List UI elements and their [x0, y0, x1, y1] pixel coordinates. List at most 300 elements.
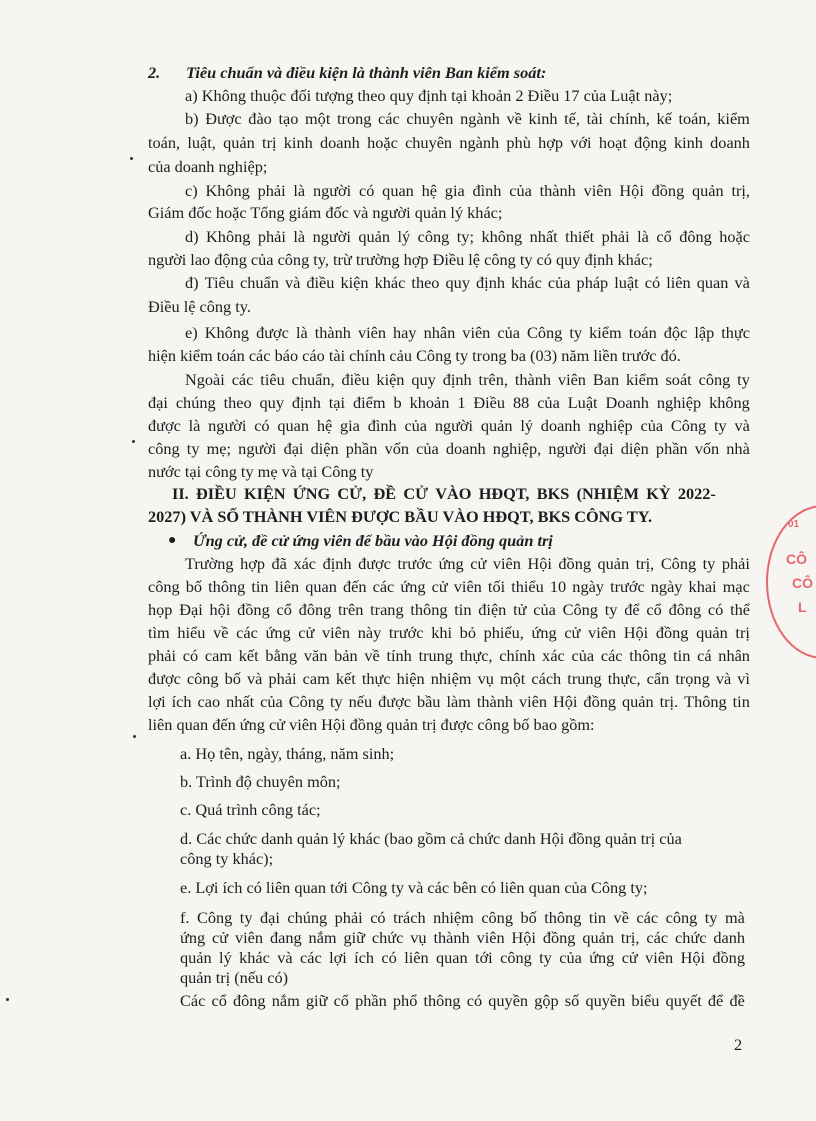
word: Ngoài	[185, 370, 225, 389]
word: viên	[519, 692, 548, 711]
word: thành	[539, 181, 576, 200]
word: là	[637, 227, 649, 246]
word: nhất	[226, 692, 255, 711]
word: kiểm	[626, 370, 659, 389]
word: phải	[601, 227, 630, 246]
word: tài	[586, 109, 603, 128]
word: gia	[444, 181, 465, 200]
word: người	[238, 439, 277, 458]
word: ty;	[456, 227, 474, 246]
word: đã	[271, 554, 287, 573]
bullet-heading: Ứng cử, đề cử ứng viên để bầu vào Hội đồng quản trị	[193, 531, 553, 550]
para-line7	[148, 691, 750, 713]
word: các	[300, 948, 322, 967]
word: nghiệp	[588, 416, 633, 435]
word: hội	[209, 600, 231, 619]
word: chuẩn	[239, 273, 279, 292]
word: và	[734, 416, 750, 435]
word: đồng	[712, 948, 745, 967]
word: quản	[223, 133, 255, 152]
word: cử	[621, 948, 638, 967]
word: phải	[334, 908, 363, 927]
word: quản	[696, 623, 728, 642]
word: tại	[328, 393, 346, 412]
word: có	[644, 273, 661, 292]
item-d-line1	[185, 226, 750, 248]
word: ty	[186, 439, 200, 458]
word: kinh	[528, 109, 558, 128]
word: đại	[148, 393, 168, 412]
word: Công	[562, 600, 598, 619]
word: ngày	[572, 577, 604, 596]
word: thông	[629, 646, 667, 665]
word: của	[509, 181, 532, 200]
scan-speck	[130, 157, 133, 160]
word: đào	[248, 109, 272, 128]
word: ty	[702, 554, 716, 573]
list-item-f-line2	[180, 927, 745, 949]
word: tử	[513, 600, 527, 619]
word: ích	[171, 692, 192, 711]
word: làm	[446, 692, 471, 711]
word: chúng	[175, 393, 216, 412]
word: khác	[374, 273, 406, 292]
list-item-b: b. Trình độ chuyên môn;	[180, 772, 341, 791]
word: cam	[302, 669, 330, 688]
para-line5	[148, 645, 750, 667]
word: pháp	[576, 273, 609, 292]
word: Không	[205, 181, 250, 200]
word: để	[707, 991, 724, 1010]
word: các	[646, 928, 669, 947]
page-number: 2	[734, 1035, 743, 1055]
word: trung	[418, 646, 453, 665]
word: đồng	[558, 554, 591, 573]
word: trị,	[620, 928, 640, 947]
word: b)	[185, 109, 199, 128]
word: đến	[342, 577, 367, 596]
word: với	[570, 133, 592, 152]
list-item-a: a. Họ tên, ngày, tháng, năm sinh;	[180, 744, 395, 763]
para-line8: liên quan đến ứng cử viên Hội đồng quản trị được công bố bao gồm:	[148, 715, 595, 734]
word: quan	[277, 416, 310, 435]
word: doanh	[445, 439, 486, 458]
word: đông	[298, 600, 332, 619]
list-item-d-line1: d. Các chức danh quản lý khác (bao gồm cả chức danh Hội đồng quản trị của	[180, 829, 682, 848]
item-e-line2: hiện kiểm toán các báo cáo tài chính cảu Công ty trong ba (03) năm liền trước đó.	[148, 346, 681, 365]
list-item-f-line3	[180, 947, 745, 969]
word: Hội	[619, 181, 644, 200]
word: được	[148, 416, 181, 435]
word: trị	[262, 133, 277, 152]
word: có	[707, 600, 724, 619]
word: gia	[340, 416, 360, 435]
word: phải	[257, 227, 286, 246]
word: giữ	[305, 991, 328, 1010]
word: doanh	[540, 416, 581, 435]
word: để	[624, 600, 640, 619]
word: bầu	[416, 692, 441, 711]
word: đông	[679, 227, 712, 246]
word: công	[417, 227, 450, 246]
item-c-line2: Giám đốc hoặc Tổng giám đốc và người quản lý khác;	[148, 203, 503, 222]
word: hoặc	[367, 133, 398, 152]
word: ứng	[531, 623, 557, 642]
bullet-icon: ●	[168, 533, 177, 548]
word: về	[506, 109, 522, 128]
word: luật,	[187, 133, 216, 152]
word: viên	[476, 928, 505, 947]
word: KIỆN	[243, 484, 286, 503]
word: của	[533, 600, 556, 619]
word: đồng	[583, 692, 616, 711]
item-b-line3: của doanh nghiệp;	[148, 157, 268, 176]
word: viên	[583, 181, 612, 200]
word: tin	[732, 692, 750, 711]
word: biểu	[631, 991, 660, 1010]
word: Tiêu	[204, 273, 234, 292]
word: Hội	[623, 623, 649, 642]
word: ty	[604, 600, 618, 619]
word: trước	[388, 623, 424, 642]
word: có	[381, 948, 397, 967]
word: quản	[480, 416, 513, 435]
word: hệ	[316, 416, 333, 435]
word: trị,	[635, 554, 655, 573]
word: đồng	[237, 600, 270, 619]
word: trước	[397, 554, 433, 573]
section-heading: Tiêu chuẩn và điều kiện là thành viên Ban kiểm soát:	[186, 63, 547, 82]
word: kinh	[673, 133, 703, 152]
word: kiểm	[589, 323, 622, 342]
word: của	[640, 416, 664, 435]
word: CỬ,	[337, 484, 367, 503]
word: nhiệm	[433, 908, 474, 927]
word: Hội	[511, 928, 536, 947]
word: tin	[454, 600, 472, 619]
word: phù	[506, 133, 531, 152]
word: quy	[259, 393, 284, 412]
word: e)	[185, 323, 198, 342]
word: thực	[361, 669, 391, 688]
word: c)	[185, 181, 198, 200]
word: phổ	[392, 991, 418, 1010]
section-ii-title-line2: 2027) VÀ SỐ THÀNH VIÊN ĐƯỢC BẦU VÀO HĐQT, BKS CÔNG TY.	[148, 507, 653, 526]
word: đồng	[655, 623, 689, 642]
word: lợi	[329, 948, 347, 967]
word: Công	[527, 323, 563, 342]
word: chuyên	[406, 109, 454, 128]
word: tối	[487, 577, 506, 596]
word: hệ	[421, 181, 437, 200]
word: trên	[338, 600, 364, 619]
word: ỨNG	[292, 484, 331, 503]
word: hợp	[538, 133, 563, 152]
word: tiêu	[260, 370, 285, 389]
word: vốn	[694, 439, 720, 458]
word: bằng	[265, 646, 298, 665]
word: KỲ	[646, 484, 671, 503]
word: Thông	[684, 692, 727, 711]
word: và	[277, 948, 293, 967]
word: người	[548, 439, 587, 458]
word: có	[370, 908, 386, 927]
word: viên	[645, 948, 674, 967]
item-dd-line1	[185, 272, 750, 294]
word: trước	[610, 577, 645, 596]
word: doanh	[710, 133, 750, 152]
word: bố	[224, 669, 241, 688]
word: cổ	[211, 991, 227, 1010]
last-line	[180, 990, 745, 1012]
word: điểm	[353, 393, 386, 412]
word: đông	[233, 991, 266, 1010]
word: Công	[660, 554, 697, 573]
word: b	[393, 393, 402, 412]
word: có	[466, 991, 483, 1010]
word: cử	[431, 577, 448, 596]
word: cổ	[333, 991, 349, 1010]
word: 10	[549, 577, 567, 596]
word: công	[500, 948, 532, 967]
word: kinh	[283, 133, 313, 152]
list-item-f-line1	[180, 907, 745, 929]
word: tin	[673, 646, 691, 665]
word: các	[636, 908, 659, 927]
word: 1	[457, 393, 466, 412]
word: quan	[305, 577, 337, 596]
word: các	[378, 109, 400, 128]
word: vụ	[477, 669, 494, 688]
word: nhân	[423, 323, 456, 342]
word: hiểu	[177, 623, 206, 642]
seal-text-fragment: 01	[788, 519, 800, 530]
seal-text-fragment: CÔ	[786, 551, 807, 567]
word: ngành	[460, 109, 500, 128]
word: quy	[411, 370, 436, 389]
word: số	[564, 991, 580, 1010]
item-d-line2: người lao động của công ty, trừ trường hợp Điều lệ công ty có quy định khác;	[148, 250, 653, 269]
word: mà	[724, 908, 745, 927]
para-line1	[185, 553, 750, 575]
word: của	[497, 323, 520, 342]
word: khai	[688, 577, 717, 596]
word: trong	[337, 109, 372, 128]
section-number: 2.	[148, 63, 161, 82]
word: vì	[737, 669, 750, 688]
scan-speck	[132, 440, 135, 443]
word: cổ	[656, 227, 672, 246]
word: ứng	[400, 577, 426, 596]
word: định	[476, 273, 505, 292]
word: định	[442, 370, 472, 389]
word: quản	[582, 928, 614, 947]
word: quyền	[585, 991, 626, 1010]
word: quản	[358, 227, 390, 246]
word: và	[247, 669, 263, 688]
word: ty	[539, 948, 552, 967]
word: 88	[512, 393, 530, 412]
word: nhân	[718, 646, 750, 665]
word: quản	[621, 692, 654, 711]
word: danh	[713, 928, 745, 947]
word: phần	[355, 991, 387, 1010]
word: kiểm	[717, 109, 750, 128]
word: kết	[335, 669, 356, 688]
word: hợp	[240, 554, 265, 573]
word: có	[182, 646, 199, 665]
item-b-line1	[185, 108, 750, 130]
word: về	[364, 646, 380, 665]
word: của	[559, 948, 582, 967]
word: tìm	[148, 623, 170, 642]
word: xác	[542, 646, 565, 665]
word: thực	[721, 323, 750, 342]
word: quan	[382, 181, 414, 200]
word: trang	[370, 600, 404, 619]
word: cử	[564, 623, 581, 642]
word: họp	[148, 600, 173, 619]
word: nghiệp,	[492, 439, 542, 458]
word: và	[284, 273, 301, 292]
word: VÀO	[435, 484, 472, 503]
word: ứng	[589, 948, 615, 967]
word: tạo	[278, 109, 299, 128]
word: phiếu,	[483, 623, 524, 642]
word: quan	[436, 948, 468, 967]
word: quản	[180, 948, 212, 967]
word: HĐQT,	[478, 484, 530, 503]
scan-speck	[133, 735, 136, 738]
word: có	[359, 181, 375, 200]
word: liên	[666, 273, 691, 292]
word: Hội	[553, 692, 578, 711]
word: quy	[445, 273, 470, 292]
word: định	[322, 554, 352, 573]
word: một	[305, 109, 331, 128]
word: soát	[665, 370, 692, 389]
word: ty	[737, 370, 750, 389]
word: 2022-	[677, 484, 716, 503]
word: thiết	[565, 227, 595, 246]
word: Công	[288, 692, 324, 711]
extra-line1	[185, 369, 750, 391]
word: thực,	[459, 646, 493, 665]
word: ứng	[180, 928, 206, 947]
item-c-line1	[185, 180, 750, 202]
list-item-f-line4: quản trị (nếu có)	[180, 968, 289, 987]
word: cổ	[276, 600, 292, 619]
word: f.	[180, 908, 190, 927]
company-seal	[766, 505, 816, 659]
word: có	[254, 416, 270, 435]
word: động	[634, 133, 667, 152]
word: thành	[514, 370, 552, 389]
word: thông	[423, 991, 461, 1010]
word: thông	[410, 600, 448, 619]
word: vụ	[410, 928, 427, 947]
para-line2	[148, 576, 750, 598]
word: đình	[367, 416, 397, 435]
word: chuyên	[405, 133, 453, 152]
word: trọng	[675, 669, 710, 688]
word: người	[312, 227, 351, 246]
word: các	[231, 370, 254, 389]
item-b-line2	[148, 132, 750, 154]
word: diện	[620, 439, 649, 458]
word: lập	[694, 323, 715, 342]
word: ngành	[459, 133, 500, 152]
word: bỏ	[459, 623, 476, 642]
word: thành	[314, 323, 351, 342]
word: của	[404, 416, 428, 435]
word: được	[256, 323, 289, 342]
word: viên	[322, 623, 351, 642]
word: được	[148, 669, 181, 688]
seal-text-fragment: L	[798, 599, 807, 615]
item-dd-line2: Điều lệ công ty.	[148, 297, 251, 316]
word: II.	[172, 484, 189, 503]
word: công	[186, 669, 219, 688]
word: mẹ;	[206, 439, 232, 458]
word: (NHIỆM	[576, 484, 639, 503]
word: Công	[197, 908, 233, 927]
word: BKS	[536, 484, 570, 503]
word: lý	[397, 227, 411, 246]
extra-line2	[148, 392, 750, 414]
word: phần	[345, 439, 378, 458]
word: tính	[386, 646, 412, 665]
word: của	[537, 393, 560, 412]
word: một	[499, 669, 526, 688]
word: đồng	[651, 181, 685, 200]
word: đang	[269, 928, 302, 947]
word: của	[547, 273, 571, 292]
word: đình	[472, 181, 502, 200]
word: cách	[531, 669, 562, 688]
word: cử	[470, 554, 487, 573]
word: ứng	[265, 623, 291, 642]
word: trị,	[731, 181, 750, 200]
word: thông	[544, 908, 582, 927]
word: cao	[197, 692, 221, 711]
word: trung	[567, 669, 602, 688]
word: chính	[499, 646, 536, 665]
scan-speck	[6, 998, 9, 1001]
word: nắm	[308, 928, 337, 947]
word: hay	[393, 323, 417, 342]
word: toán	[628, 323, 657, 342]
word: Hội	[527, 554, 552, 573]
word: theo	[223, 393, 252, 412]
word: trị.	[659, 692, 679, 711]
word: kiện	[376, 370, 405, 389]
para-line4	[148, 622, 750, 644]
word: đại	[593, 439, 614, 458]
word: chức	[675, 928, 707, 947]
word: khác	[239, 948, 270, 967]
word: văn	[303, 646, 328, 665]
word: định	[291, 393, 321, 412]
word: nhất	[529, 227, 558, 246]
word: nhiệm	[430, 669, 472, 688]
word: trị	[735, 623, 750, 642]
word: lý	[219, 948, 232, 967]
word: quyền	[488, 991, 529, 1010]
word: ngày	[650, 577, 683, 596]
word: điều	[341, 370, 370, 389]
extra-line5: nước tại công ty mẹ và tại Công ty	[148, 462, 374, 481]
